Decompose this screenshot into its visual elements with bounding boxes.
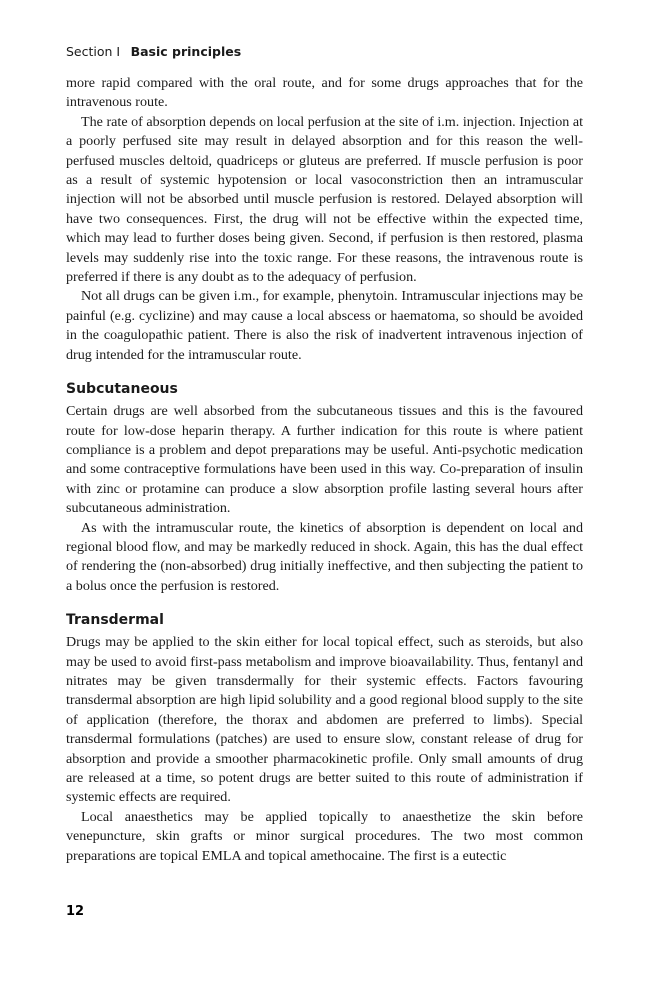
paragraph-subcutaneous-1: Certain drugs are well absorbed from the subcutaneous tissues and this is the favoured route for low-dose heparin therapy. A further indication for this route is where patient compliance is a problem and depot preparations may be useful. Anti-psychotic medication and some contraceptive formulations have been used in this way. Co-preparation of insulin with zinc or protamine can produce a slow absorption profile lasting several hours after subcutaneous administration. [66, 403, 583, 517]
paragraph-absorption-rate: The rate of absorption depends on local perfusion at the site of i.m. injection. Injection at a poorly perfused site may result in delayed absorption and for this reason the well-perfused muscles deltoid, quadriceps or gluteus are preferred. If muscle perfusion is poor as a result of systemic hypotension or local vasoconstriction then an intramuscular injection will not be absorbed until muscle perfusion is restored. Delayed absorption will have two consequences. First, the drug will not be effective within the expected time, which may lead to further doses being given. Second, if perfusion is then restored, plasma levels may suddenly rise into the toxic range. For these reasons, the intravenous route is preferred if there is any doubt as to the adequacy of perfusion. [66, 113, 583, 286]
paragraph-continued: more rapid compared with the oral route, and for some drugs approaches that for the intravenous route. [66, 75, 583, 111]
paragraph-im-limitations: Not all drugs can be given i.m., for example, phenytoin. Intramuscular injections may be painful (e.g. cyclizine) and may cause a local abscess or haematoma, so should be avoided in the coagulopathic patient. There is also the risk of inadvertent intravenous injection of drug intended for the intramuscular route. [66, 288, 583, 363]
heading-subcutaneous: Subcutaneous [66, 381, 178, 398]
paragraph-subcutaneous-2: As with the intramuscular route, the kinetics of absorption is dependent on local and regional blood flow, and may be markedly reduced in shock. Again, this has the dual effect of rendering the (non-absorbed) drug initially ineffective, and then subjecting the patient to a bolus once the perfusion is restored. [66, 519, 583, 594]
page-number: 12 [66, 904, 85, 919]
page-body [66, 44, 583, 866]
paragraph-transdermal-1: Drugs may be applied to the skin either for local topical effect, such as steroids, but also may be used to avoid first-pass metabolism and improve bioavailability. Thus, fentanyl and nitrates may be given transdermally for their systemic effects. Factors favouring transdermal absorption are high lipid solubility and a good regional blood supply to the site of application (therefore, the thorax and abdomen are preferred to limbs). Special transdermal formulations (patches) are used to ensure slow, constant release of drug for absorption and provide a smoother pharmacokinetic profile. Only small amounts of drug are released at a time, so potent drugs are better suited to this route of administration if systemic effects are required. [66, 634, 583, 806]
paragraph-transdermal-2: Local anaesthetics may be applied topically to anaesthetize the skin before venepuncture, skin grafts or minor surgical procedures. The two most common preparations are topical EMLA and topical amethocaine. The first is a eutectic [66, 808, 583, 864]
section-label: Section I [66, 44, 121, 59]
running-head [66, 44, 583, 59]
heading-transdermal: Transdermal [66, 612, 164, 629]
section-title: Basic principles [130, 44, 242, 59]
